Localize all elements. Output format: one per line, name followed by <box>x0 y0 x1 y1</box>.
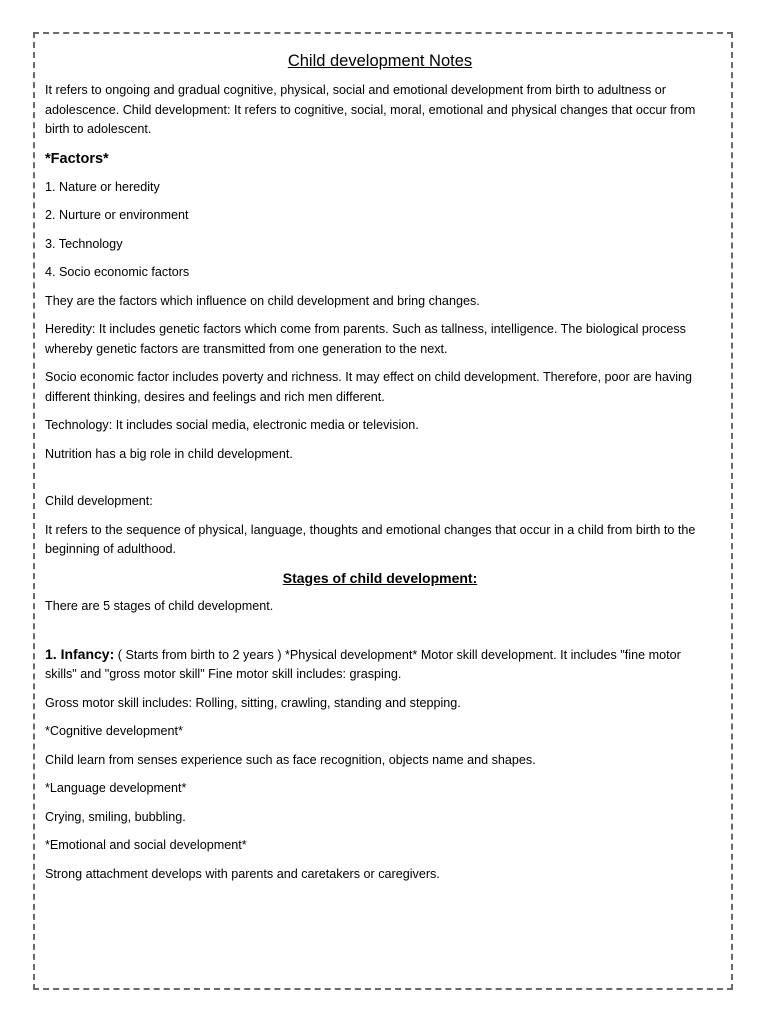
child-development-label: Child development: <box>45 494 153 508</box>
child-development-definition: It refers to the sequence of physical, language, thoughts and emotional changes that occur in a child from birth to the beginning of adulthood. <box>45 522 696 556</box>
factor-item: 3. Technology <box>45 236 123 251</box>
heredity-paragraph: Heredity: It includes genetic factors which come from parents. Such as tallness, intelligence. The biological process whereby genetic factors are transmitted from one generation to the next. <box>45 322 686 356</box>
stages-heading: Stages of child development: <box>282 569 478 586</box>
factors-summary: They are the factors which influence on child development and bring changes. <box>45 293 480 308</box>
language-heading: *Language development* <box>45 781 187 795</box>
infancy-lead: 1. Infancy: <box>45 645 115 662</box>
factor-item: 2. Nurture or environment <box>45 208 189 222</box>
gross-motor-paragraph: Gross motor skill includes: Rolling, sitting, crawling, standing and stepping. <box>45 695 461 710</box>
emotional-paragraph: Strong attachment develops with parents and caretakers or caregivers. <box>45 866 440 881</box>
stages-intro: There are 5 stages of child development. <box>45 599 274 613</box>
document-title: Child development Notes <box>287 52 473 70</box>
spacer <box>45 626 715 645</box>
spacer <box>45 473 715 492</box>
nutrition-paragraph: Nutrition has a big role in child development. <box>45 446 293 461</box>
cognitive-heading: *Cognitive development* <box>45 724 183 738</box>
factor-item: 4. Socio economic factors <box>45 265 190 279</box>
emotional-heading: *Emotional and social development* <box>45 838 247 852</box>
infancy-paragraph <box>45 645 715 685</box>
technology-paragraph: Technology: It includes social media, electronic media or television. <box>45 418 419 432</box>
factor-item: 1. Nature or heredity <box>45 179 160 194</box>
cognitive-paragraph: Child learn from senses experience such as face recognition, objects name and shapes. <box>45 752 536 767</box>
intro-paragraph: It refers to ongoing and gradual cognitive, physical, social and emotional development from birth to adultness or adolescence. Child development: It refers to cognitive, social, moral, emotional and physical changes that occur from birth to adolescent. <box>45 83 696 136</box>
infancy-text: ( Starts from birth to 2 years ) *Physical development* Motor skill development. It includes "fine motor skills" and "gross motor skill" Fine motor skill includes: grasping. <box>45 647 681 681</box>
factors-heading: *Factors* <box>45 150 109 167</box>
document-body <box>45 50 715 893</box>
socio-economic-paragraph: Socio economic factor includes poverty and richness. It may effect on child development. Therefore, poor are having different thinking, desires and feelings and rich men different. <box>45 370 693 404</box>
language-paragraph: Crying, smiling, bubbling. <box>45 809 186 824</box>
